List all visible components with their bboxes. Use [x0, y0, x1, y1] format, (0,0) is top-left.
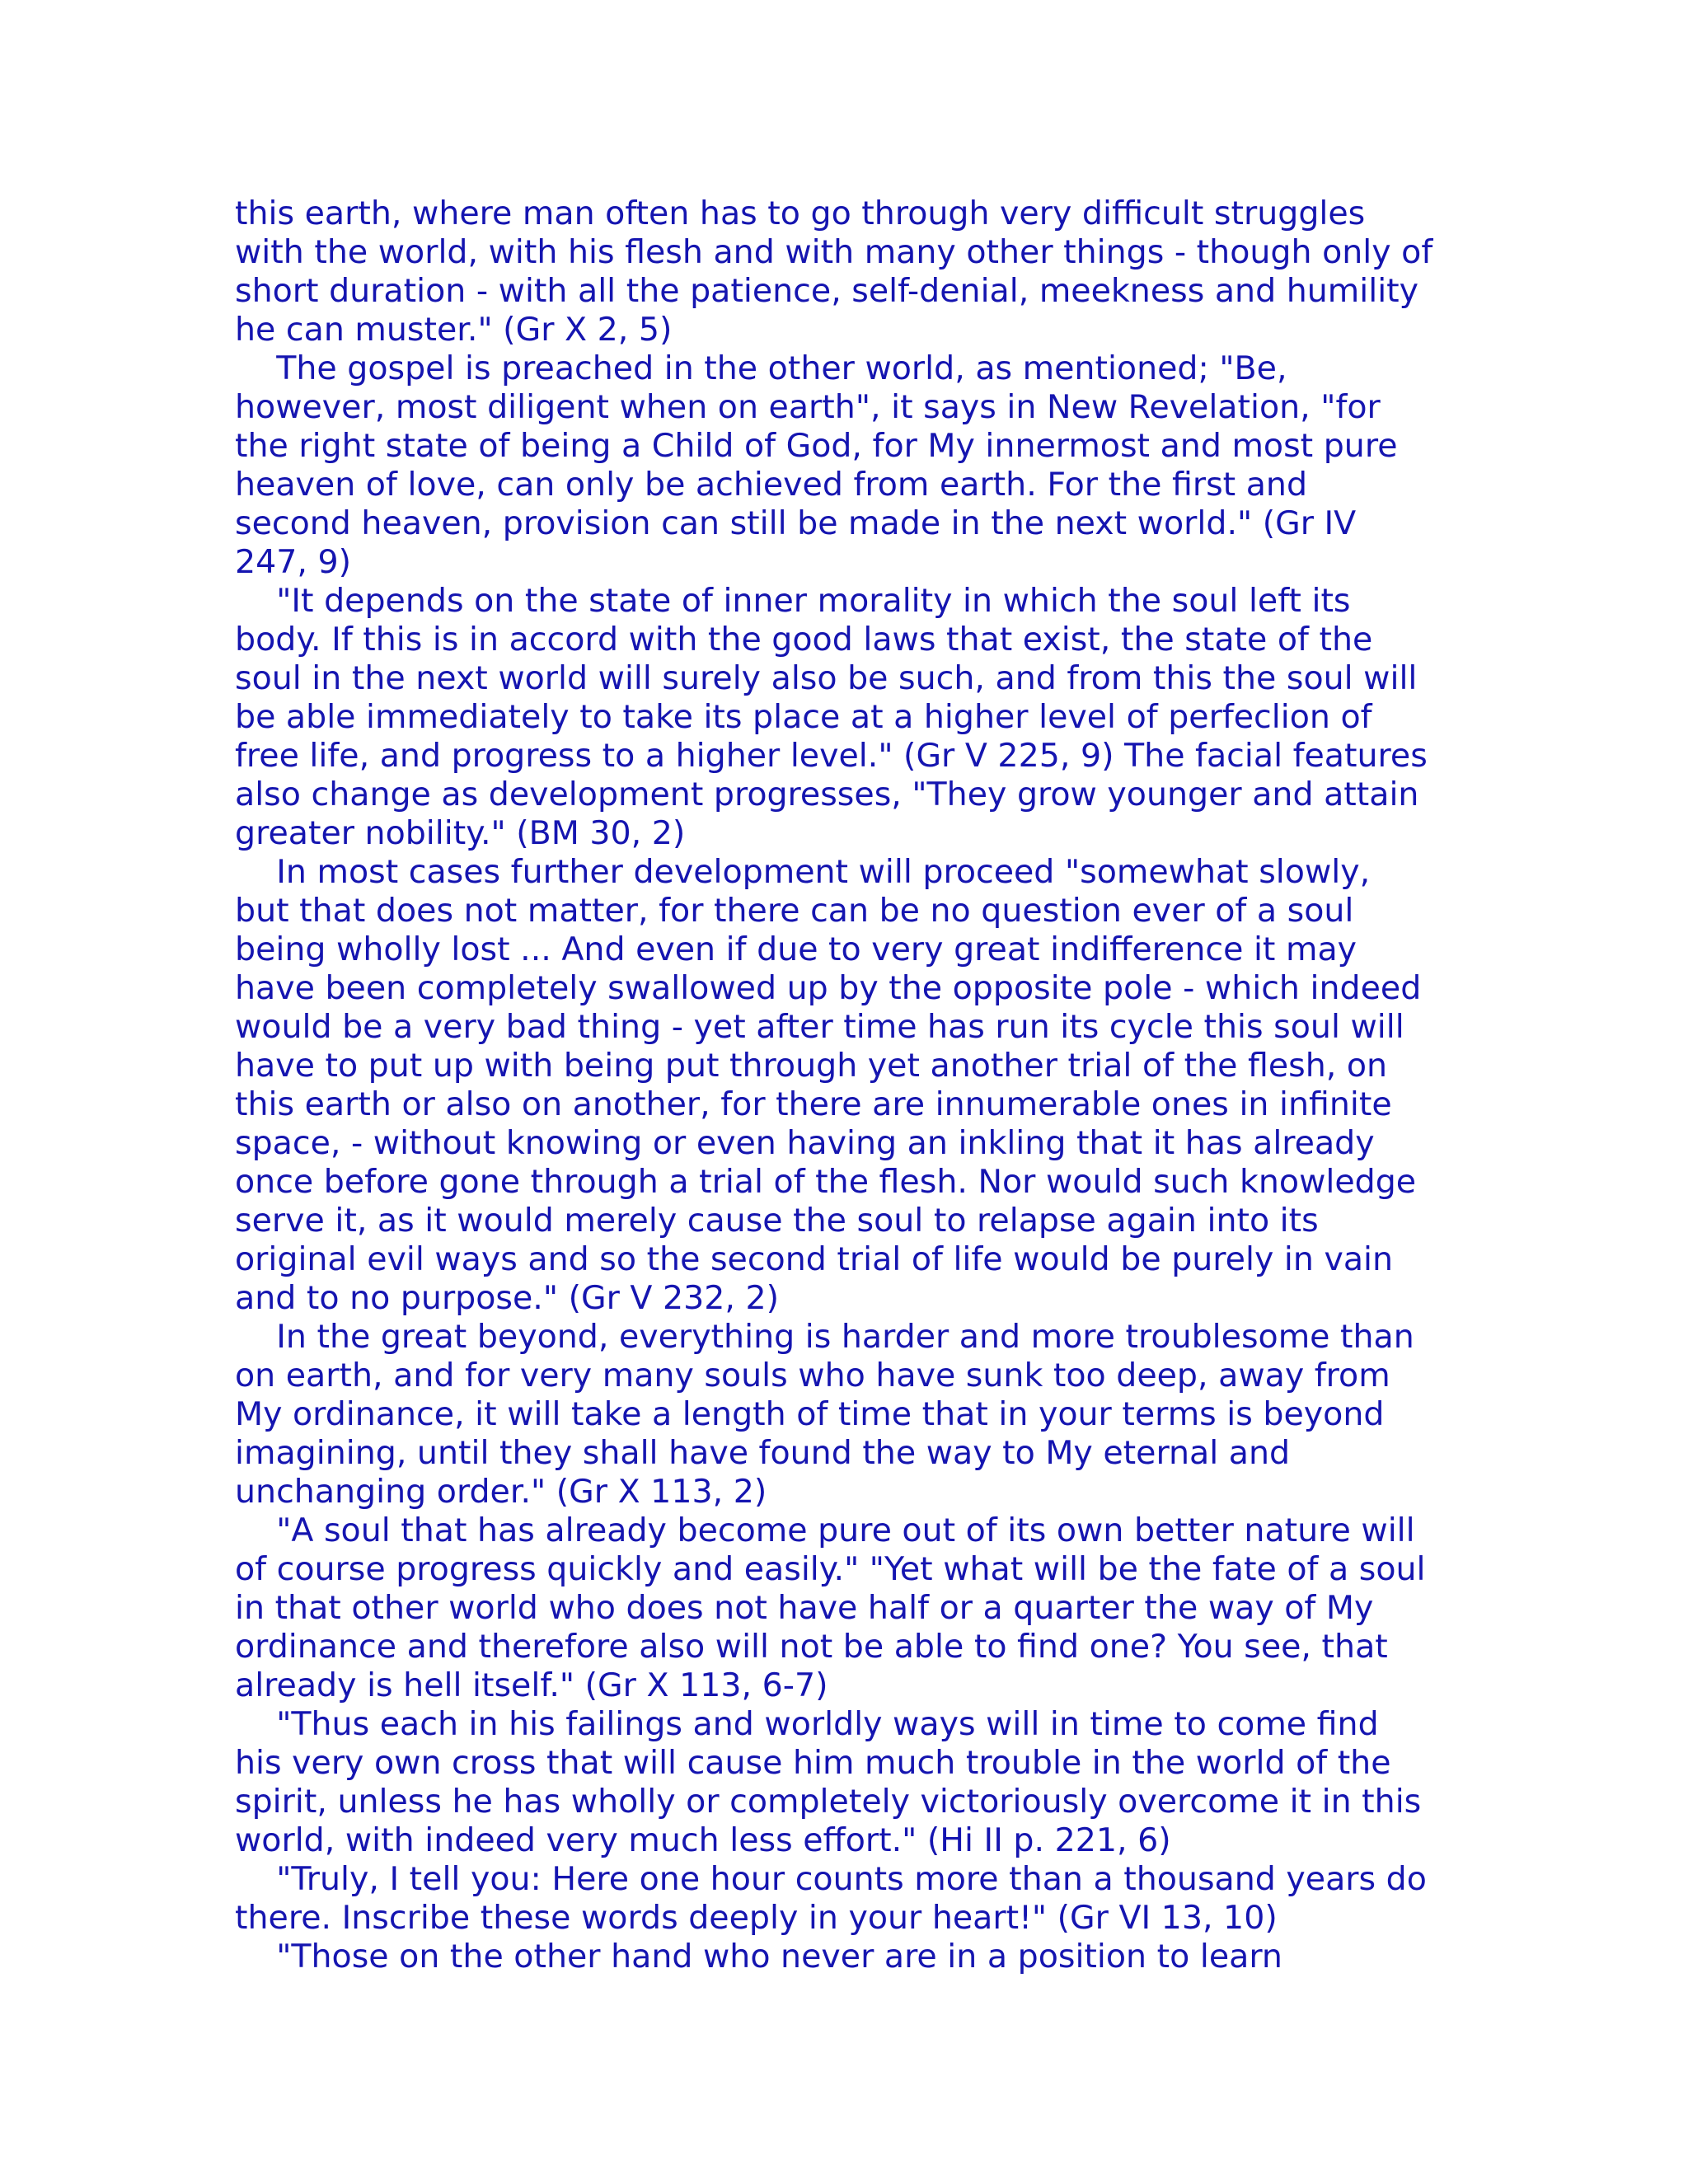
text-line: of course progress quickly and easily." "Yet what will be the fate of a soul [235, 1550, 1426, 1588]
text-line: world, with indeed very much less effort." (Hi II p. 221, 6) [235, 1821, 1171, 1859]
text-line: but that does not matter, for there can be no question ever of a soul [235, 892, 1354, 930]
text-line: with the world, with his flesh and with many other things - though only of [235, 233, 1433, 271]
text-line: "A soul that has already become pure out of its own better nature will [235, 1511, 1415, 1549]
text-line: In the great beyond, everything is harder and more troublesome than [235, 1318, 1414, 1356]
text-line: "Thus each in his failings and worldly ways will in time to come find [235, 1705, 1379, 1743]
text-line: soul in the next world will surely also be such, and from this the soul will [235, 659, 1418, 697]
text-line: In most cases further development will proceed "somewhat slowly, [235, 853, 1371, 891]
text-line: have been completely swallowed up by the opposite pole - which indeed [235, 969, 1422, 1007]
body-text [235, 194, 1455, 1976]
text-line: would be a very bad thing - yet after time has run its cycle this soul will [235, 1008, 1404, 1046]
text-line: however, most diligent when on earth", it says in New Revelation, "for [235, 388, 1381, 426]
text-line: once before gone through a trial of the flesh. Nor would such knowledge [235, 1163, 1417, 1201]
text-line: and to no purpose." (Gr V 232, 2) [235, 1279, 780, 1317]
text-line: spirit, unless he has wholly or completely victoriously overcome it in this [235, 1783, 1422, 1821]
text-line: original evil ways and so the second trial of life would be purely in vain [235, 1240, 1394, 1278]
text-line: also change as development progresses, "They grow younger and attain [235, 776, 1419, 813]
text-line: "Those on the other hand who never are in a position to learn [235, 1938, 1282, 1975]
text-line: on earth, and for very many souls who have sunk too deep, away from [235, 1357, 1390, 1394]
text-line: second heaven, provision can still be made in the next world." (Gr IV [235, 504, 1357, 542]
text-line: there. Inscribe these words deeply in your heart!" (Gr VI 13, 10) [235, 1899, 1278, 1937]
text-line: body. If this is in accord with the good laws that exist, the state of the [235, 621, 1373, 658]
text-line: already is hell itself." (Gr X 113, 6-7) [235, 1666, 828, 1704]
text-line: ordinance and therefore also will not be able to find one? You see, that [235, 1628, 1388, 1666]
text-line: his very own cross that will cause him much trouble in the world of the [235, 1744, 1391, 1782]
text-line: unchanging order." (Gr X 113, 2) [235, 1473, 767, 1511]
text-line: The gospel is preached in the other world, as mentioned; "Be, [235, 349, 1287, 387]
text-line: 247, 9) [235, 543, 352, 581]
text-line: serve it, as it would merely cause the soul to relapse again into its [235, 1202, 1319, 1240]
text-line: he can muster." (Gr X 2, 5) [235, 311, 673, 349]
text-line: greater nobility." (BM 30, 2) [235, 814, 686, 852]
text-line: in that other world who does not have half or a quarter the way of My [235, 1589, 1374, 1627]
text-line: have to put up with being put through yet another trial of the flesh, on [235, 1047, 1388, 1085]
text-line: My ordinance, it will take a length of time that in your terms is beyond [235, 1395, 1385, 1433]
text-line: be able immediately to take its place at a higher level of perfeclion of [235, 698, 1372, 736]
text-line: this earth, where man often has to go through very difficult struggles [235, 194, 1366, 232]
text-line: "It depends on the state of inner morality in which the soul left its [235, 582, 1351, 620]
text-line: the right state of being a Child of God, for My innermost and most pure [235, 427, 1398, 465]
text-line: this earth or also on another, for there are innumerable ones in infinite [235, 1085, 1392, 1123]
text-line: short duration - with all the patience, self-denial, meekness and humility [235, 272, 1419, 310]
text-line: space, - without knowing or even having an inkling that it has already [235, 1124, 1375, 1162]
text-line: free life, and progress to a higher level." (Gr V 225, 9) The facial features [235, 737, 1428, 775]
text-line: heaven of love, can only be achieved from earth. For the first and [235, 466, 1308, 504]
text-line: imagining, until they shall have found the way to My eternal and [235, 1434, 1291, 1472]
text-line: being wholly lost ... And even if due to very great indifference it may [235, 930, 1357, 968]
text-line: "Truly, I tell you: Here one hour counts more than a thousand years do [235, 1860, 1427, 1898]
